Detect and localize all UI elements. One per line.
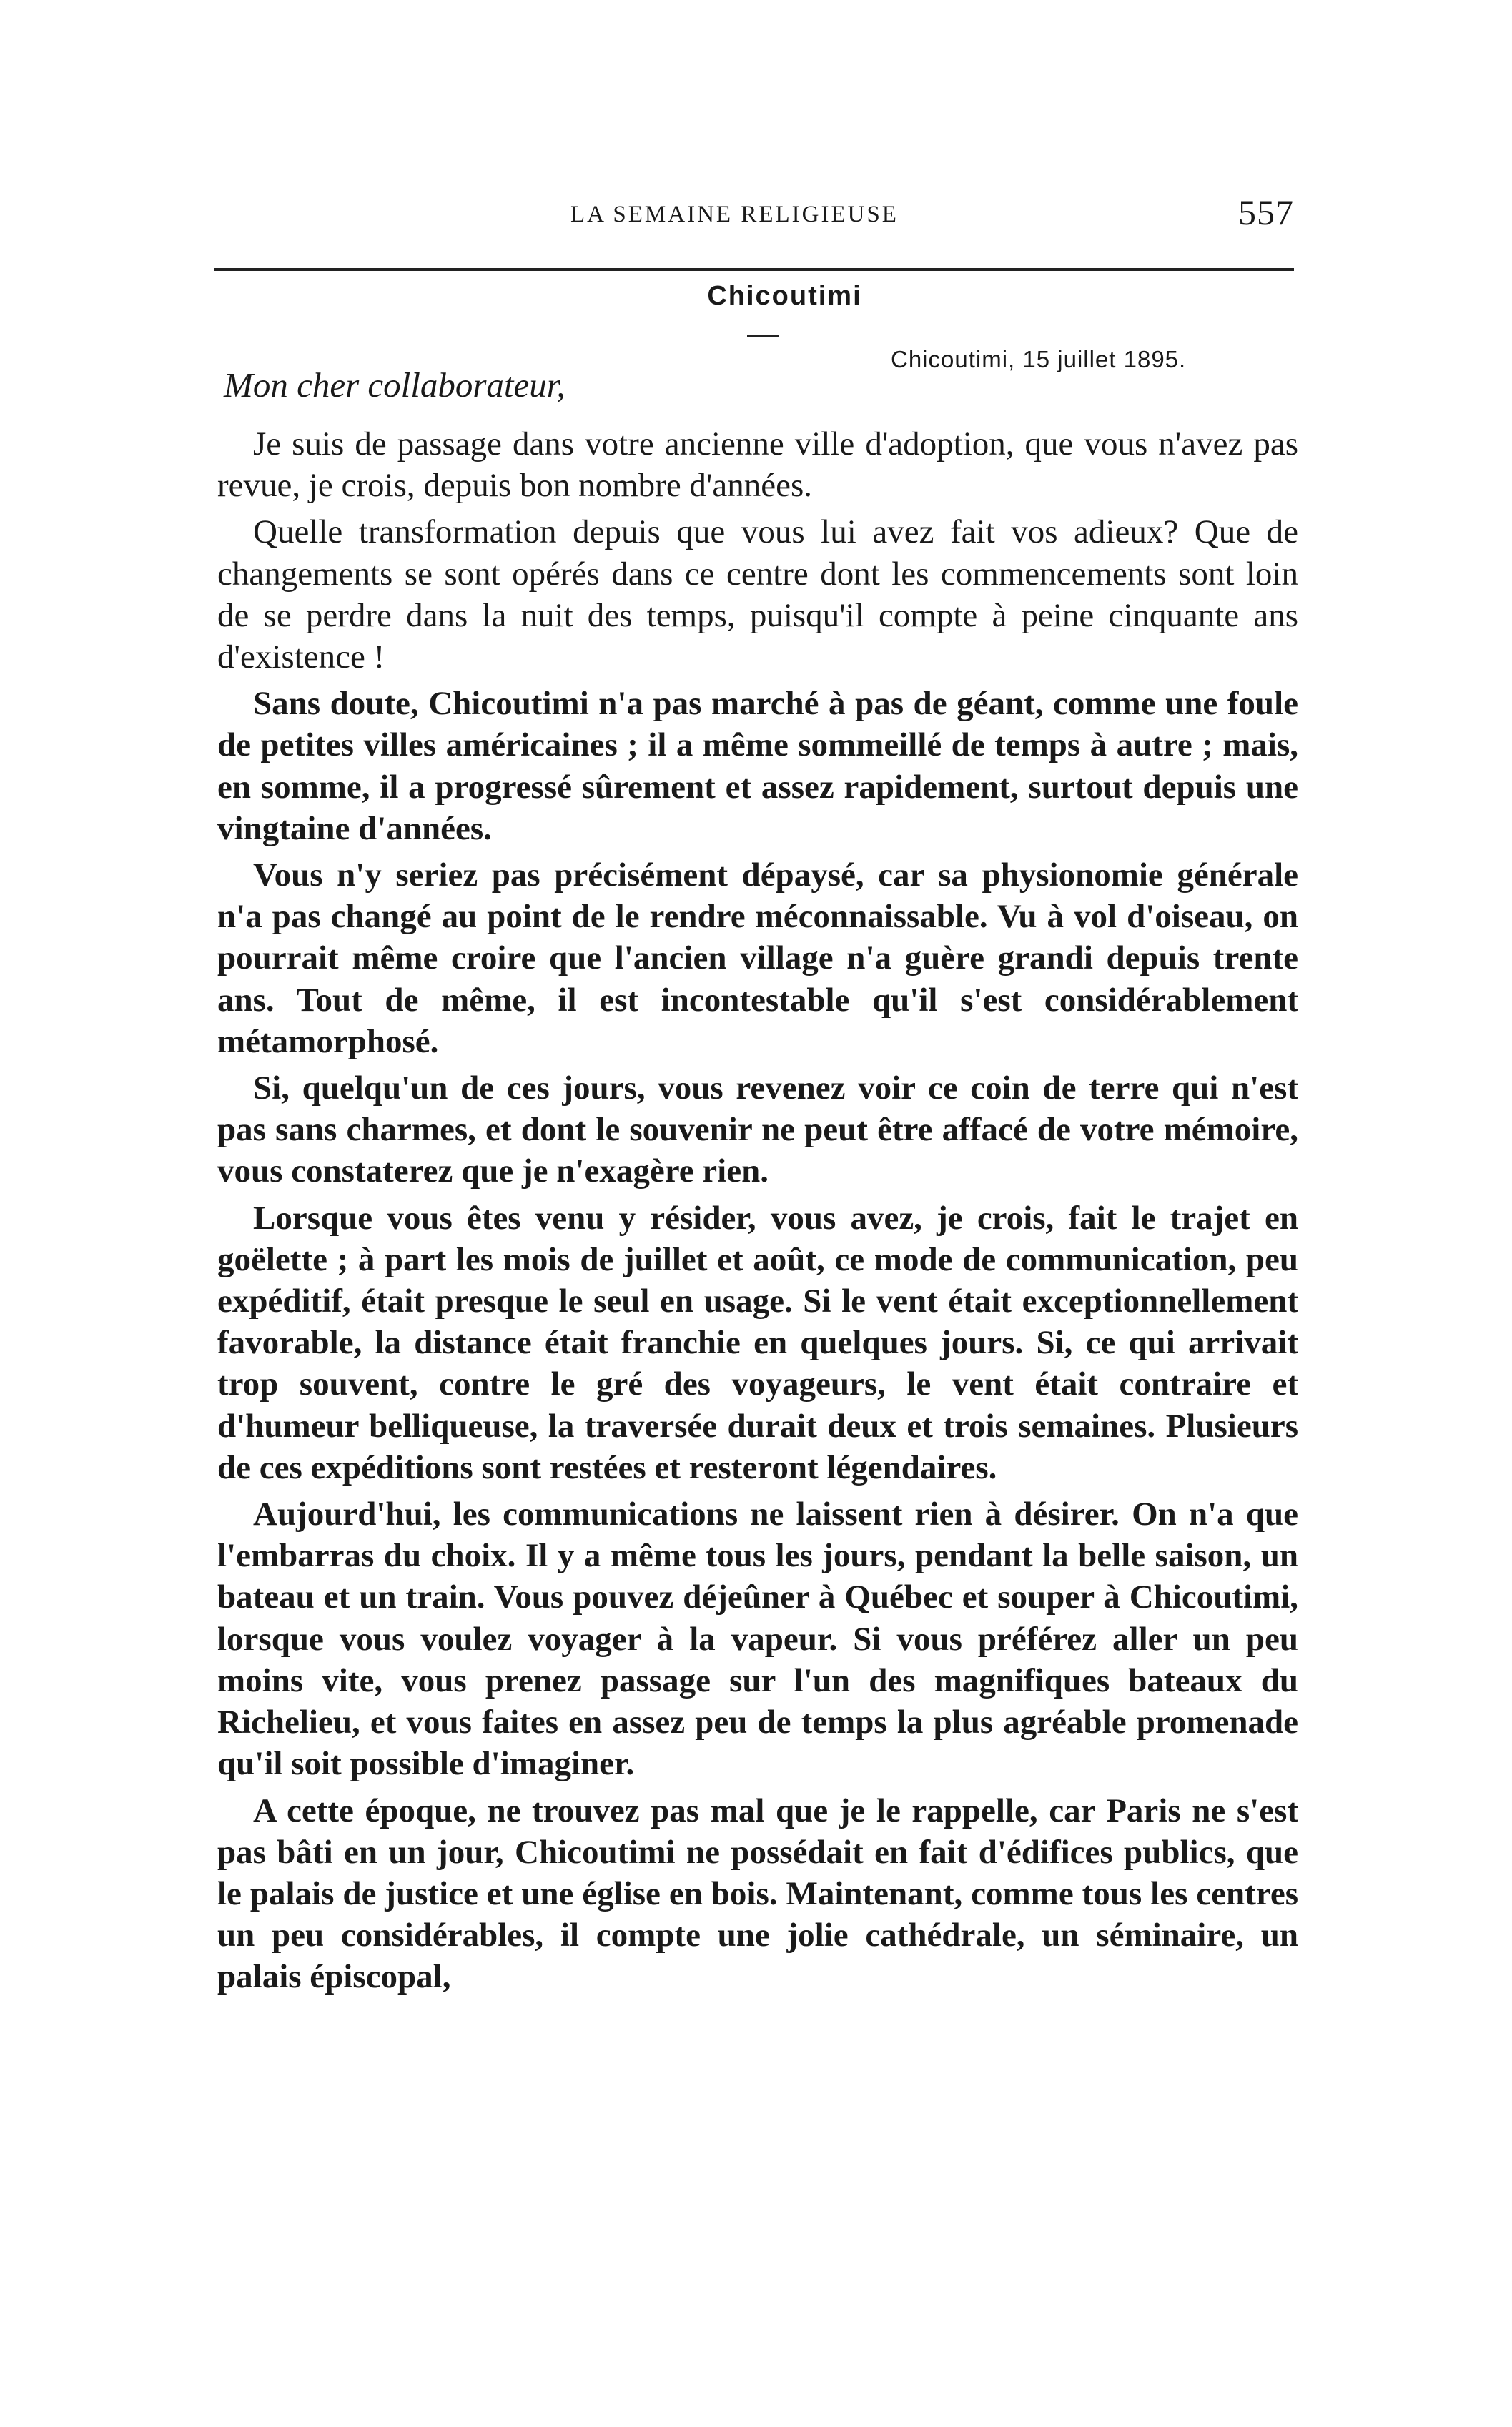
paragraph: A cette époque, ne trouvez pas mal que je le rappelle, car Paris ne s'est pas bâti en un jour, Chicoutimi ne possédait en fait d'édifices publics, que le palais de justice et une église en bois. Maintenant, comme tous les centres un peu considérables, il compte une jolie cathédrale, un séminaire, un palais épiscopal, xyxy=(217,1791,1298,1996)
article-title: Chicoutimi xyxy=(707,281,862,311)
salutation: Mon cher collaborateur, xyxy=(224,365,565,405)
title-separator xyxy=(747,335,779,337)
page-number: 557 xyxy=(1238,192,1294,232)
paragraph: Aujourd'hui, les communications ne laissent rien à désirer. On n'a que l'embarras du choix. Il y a même tous les jours, pendant la belle saison, un bateau et un train. Vous pouvez déjeûner à Québec et souper à Chicoutimi, lorsque vous voulez voyager à la vapeur. Si vous préférez aller un peu moins vite, vous prenez passage sur l'un des magnifiques bateaux du Richelieu, et vous faites en assez peu de temps la plus agréable promenade qu'il soit possible d'imaginer. xyxy=(217,1496,1298,1783)
paragraph: Quelle transformation depuis que vous lui avez fait vos adieux? Que de changements se sont opérés dans ce centre dont les commencements sont loin de se perdre dans la nuit des temps, puisqu'il compte à peine cinquante ans d'existence ! xyxy=(217,513,1298,676)
header-rule xyxy=(214,268,1294,271)
paragraph: Lorsque vous êtes venu y résider, vous avez, je crois, fait le trajet en goëlette ; à part les mois de juillet et août, ce mode de communication, peu expéditif, était presque le seul en usage. Si le vent était exceptionnellement favorable, la distance était franchie en quelques jours. Si, ce qui arrivait trop souvent, contre le gré des voyageurs, le vent était contraire et d'humeur belliqueuse, la traversée durait deux et trois semaines. Plusieurs de ces expéditions sont restées et resteront légendaires. xyxy=(217,1199,1298,1486)
paragraph: Si, quelqu'un de ces jours, vous revenez voir ce coin de terre qui n'est pas sans charmes, et dont le souvenir ne peut être affacé de votre mémoire, vous constaterez que je n'exagère rien. xyxy=(217,1069,1298,1190)
paragraph: Vous n'y seriez pas précisément dépaysé, car sa physionomie générale n'a pas changé au point de le rendre méconnaissable. Vu à vol d'oiseau, on pourrait même croire que l'ancien village n'a guère grandi depuis trente ans. Tout de même, il est incontestable qu'il s'est considérablement métamorphosé. xyxy=(217,856,1298,1060)
paragraph: Je suis de passage dans votre ancienne ville d'adoption, que vous n'avez pas revue, je crois, depuis bon nombre d'années. xyxy=(217,425,1298,505)
article-body xyxy=(217,423,1298,1998)
running-head xyxy=(214,192,1294,242)
dateline: Chicoutimi, 15 juillet 1895. xyxy=(891,346,1187,372)
paragraph: Sans doute, Chicoutimi n'a pas marché à pas de géant, comme une foule de petites villes américaines ; il a même sommeillé de temps à autre ; mais, en somme, il a progressé sûrement et assez rapidement, surtout depuis une vingtaine d'années. xyxy=(217,685,1298,847)
running-title: LA SEMAINE RELIGIEUSE xyxy=(570,202,899,227)
